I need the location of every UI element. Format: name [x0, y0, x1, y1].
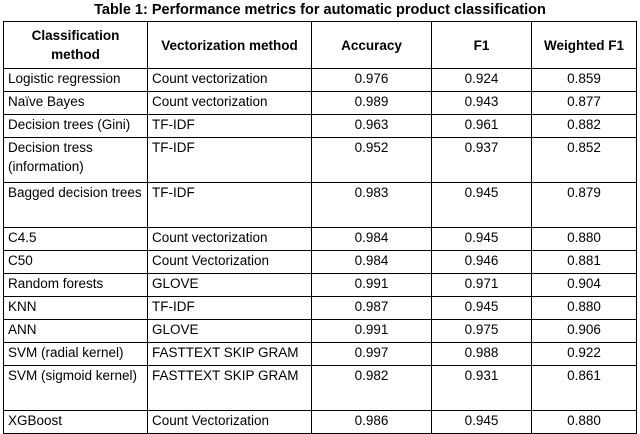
cell-accuracy: 0.976: [312, 69, 432, 92]
table-row: [4, 251, 637, 274]
header-weighted-f1: Weighted F1: [532, 22, 637, 69]
cell-f1: 0.937: [432, 138, 532, 183]
cell-f1: 0.945: [432, 411, 532, 434]
table-row: [4, 411, 637, 434]
cell-classification-method: C4.5: [4, 228, 148, 251]
cell-vectorization-method: GLOVE: [148, 274, 312, 297]
cell-weighted-f1: 0.880: [532, 228, 637, 251]
cell-weighted-f1: 0.906: [532, 320, 637, 343]
cell-f1: 0.924: [432, 69, 532, 92]
cell-classification-method: XGBoost: [4, 411, 148, 434]
cell-accuracy: 0.991: [312, 274, 432, 297]
cell-vectorization-method: Count vectorization: [148, 92, 312, 115]
cell-vectorization-method: GLOVE: [148, 320, 312, 343]
cell-weighted-f1: 0.882: [532, 115, 637, 138]
cell-weighted-f1: 0.904: [532, 274, 637, 297]
header-vectorization-method: Vectorization method: [148, 22, 312, 69]
cell-classification-method: Bagged decision trees: [4, 183, 148, 228]
cell-f1: 0.943: [432, 92, 532, 115]
cell-f1: 0.975: [432, 320, 532, 343]
cell-weighted-f1: 0.861: [532, 366, 637, 411]
cell-accuracy: 0.986: [312, 411, 432, 434]
header-f1: F1: [432, 22, 532, 69]
cell-f1: 0.945: [432, 228, 532, 251]
cell-accuracy: 0.952: [312, 138, 432, 183]
cell-vectorization-method: Count vectorization: [148, 228, 312, 251]
cell-classification-method: Naïve Bayes: [4, 92, 148, 115]
cell-weighted-f1: 0.880: [532, 297, 637, 320]
cell-vectorization-method: TF-IDF: [148, 138, 312, 183]
cell-weighted-f1: 0.877: [532, 92, 637, 115]
cell-weighted-f1: 0.852: [532, 138, 637, 183]
table-row: [4, 320, 637, 343]
table-row: [4, 297, 637, 320]
header-row: [4, 22, 637, 69]
cell-weighted-f1: 0.880: [532, 411, 637, 434]
cell-classification-method: C50: [4, 251, 148, 274]
table-row: [4, 366, 637, 411]
table-row: [4, 138, 637, 183]
cell-vectorization-method: Count vectorization: [148, 69, 312, 92]
table-row: [4, 115, 637, 138]
cell-accuracy: 0.963: [312, 115, 432, 138]
table-row: [4, 343, 637, 366]
cell-vectorization-method: Count Vectorization: [148, 251, 312, 274]
cell-f1: 0.988: [432, 343, 532, 366]
cell-classification-method: Logistic regression: [4, 69, 148, 92]
cell-classification-method: Decision trees (Gini): [4, 115, 148, 138]
table-row: [4, 274, 637, 297]
cell-f1: 0.931: [432, 366, 532, 411]
cell-classification-method: ANN: [4, 320, 148, 343]
cell-accuracy: 0.987: [312, 297, 432, 320]
cell-accuracy: 0.984: [312, 251, 432, 274]
table-row: [4, 92, 637, 115]
cell-classification-method: KNN: [4, 297, 148, 320]
cell-classification-method: SVM (radial kernel): [4, 343, 148, 366]
cell-accuracy: 0.997: [312, 343, 432, 366]
header-classification-method: Classification method: [4, 22, 148, 69]
cell-vectorization-method: TF-IDF: [148, 183, 312, 228]
cell-accuracy: 0.984: [312, 228, 432, 251]
table-row: [4, 69, 637, 92]
cell-f1: 0.945: [432, 183, 532, 228]
cell-f1: 0.971: [432, 274, 532, 297]
cell-weighted-f1: 0.922: [532, 343, 637, 366]
cell-f1: 0.945: [432, 297, 532, 320]
table-row: [4, 183, 637, 228]
cell-accuracy: 0.982: [312, 366, 432, 411]
cell-accuracy: 0.991: [312, 320, 432, 343]
table-row: [4, 228, 637, 251]
cell-f1: 0.961: [432, 115, 532, 138]
cell-vectorization-method: FASTTEXT SKIP GRAM: [148, 343, 312, 366]
cell-vectorization-method: FASTTEXT SKIP GRAM: [148, 366, 312, 411]
cell-weighted-f1: 0.859: [532, 69, 637, 92]
cell-classification-method: Decision tress (information): [4, 138, 148, 183]
cell-accuracy: 0.983: [312, 183, 432, 228]
table-caption: Table 1: Performance metrics for automatic product classification: [94, 2, 546, 18]
cell-classification-method: Random forests: [4, 274, 148, 297]
cell-vectorization-method: Count Vectorization: [148, 411, 312, 434]
header-accuracy: Accuracy: [312, 22, 432, 69]
cell-classification-method: SVM (sigmoid kernel): [4, 366, 148, 411]
cell-weighted-f1: 0.879: [532, 183, 637, 228]
cell-weighted-f1: 0.881: [532, 251, 637, 274]
cell-vectorization-method: TF-IDF: [148, 115, 312, 138]
metrics-table: [3, 21, 637, 434]
cell-f1: 0.946: [432, 251, 532, 274]
cell-vectorization-method: TF-IDF: [148, 297, 312, 320]
cell-accuracy: 0.989: [312, 92, 432, 115]
